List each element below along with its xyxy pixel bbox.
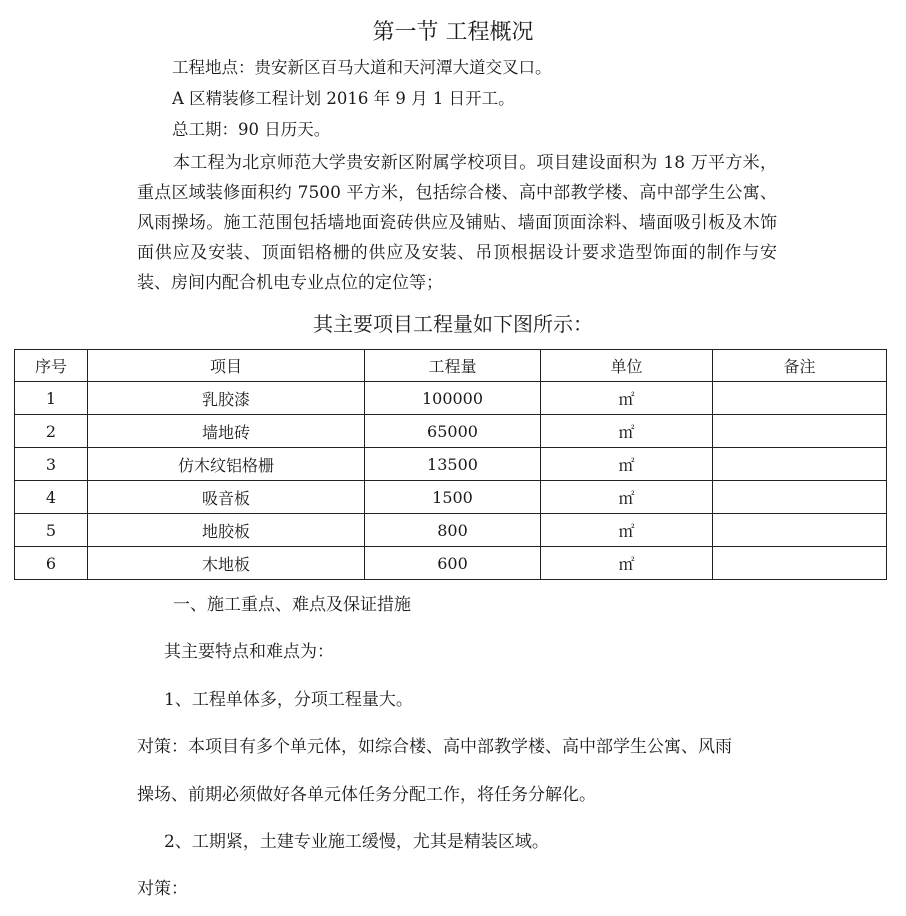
table-row xyxy=(15,514,887,547)
table-row xyxy=(15,448,887,481)
difficulty-point-1: 1、工程单体多，分项工程量大。 xyxy=(164,690,413,710)
cell-remark xyxy=(713,382,887,415)
measure-2: 对策： xyxy=(137,879,188,899)
header-unit: 单位 xyxy=(541,350,713,382)
cell-item: 乳胶漆 xyxy=(88,382,365,415)
header-item: 项目 xyxy=(88,350,365,382)
cell-quantity: 100000 xyxy=(365,382,541,415)
cell-quantity: 65000 xyxy=(365,415,541,448)
section-title: 第一节 工程概况 xyxy=(372,20,534,45)
cell-unit: ㎡ xyxy=(541,514,713,547)
header-remark: 备注 xyxy=(713,350,887,382)
cell-unit: ㎡ xyxy=(541,448,713,481)
difficulty-point-2: 2、工期紧，土建专业施工缓慢，尤其是精装区域。 xyxy=(164,832,549,852)
table-row xyxy=(15,481,887,514)
cell-remark xyxy=(713,448,887,481)
cell-index: 6 xyxy=(15,547,88,580)
cell-quantity: 600 xyxy=(365,547,541,580)
table-row xyxy=(15,415,887,448)
cell-item: 仿木纹铝格栅 xyxy=(88,448,365,481)
project-schedule: A 区精装修工程计划 2016 年 9 月 1 日开工。 xyxy=(172,89,515,108)
project-description: 本工程为北京师范大学贵安新区附属学校项目。项目建设面积为 18 万平方米，重点区域装修面积约 7500 平方米，包括综合楼、高中部教学楼、高中部学生公寓、风雨操场。施工范围包括墙地面瓷砖供应及铺贴、墙面顶面涂料、墙面吸引板及木饰面供应及安装、顶面铝格栅的供应及安装、吊顶根据设计要求造型饰面的制作与安装、房间内配合机电专业点位的定位等； xyxy=(137,153,777,293)
cell-item: 地胶板 xyxy=(88,514,365,547)
cell-unit: ㎡ xyxy=(541,415,713,448)
cell-unit: ㎡ xyxy=(541,547,713,580)
cell-remark xyxy=(713,514,887,547)
table-row xyxy=(15,382,887,415)
cell-item: 木地板 xyxy=(88,547,365,580)
cell-remark xyxy=(713,481,887,514)
section-heading: 一、施工重点、难点及保证措施 xyxy=(173,595,411,615)
table-header-row xyxy=(15,350,887,382)
header-quantity: 工程量 xyxy=(365,350,541,382)
cell-quantity: 1500 xyxy=(365,481,541,514)
cell-index: 4 xyxy=(15,481,88,514)
measure-1-line-1: 对策：本项目有多个单元体，如综合楼、高中部教学楼、高中部学生公寓、风雨 xyxy=(137,737,732,757)
cell-item: 吸音板 xyxy=(88,481,365,514)
cell-index: 2 xyxy=(15,415,88,448)
cell-remark xyxy=(713,547,887,580)
measure-1-line-2: 操场、前期必须做好各单元体任务分配工作，将任务分解化。 xyxy=(137,785,596,805)
difficulties-intro: 其主要特点和难点为： xyxy=(164,642,334,662)
project-duration: 总工期：90 日历天。 xyxy=(172,120,331,139)
cell-index: 5 xyxy=(15,514,88,547)
cell-quantity: 13500 xyxy=(365,448,541,481)
project-location: 工程地点：贵安新区百马大道和天河潭大道交叉口。 xyxy=(172,58,552,77)
cell-index: 3 xyxy=(15,448,88,481)
quantity-table xyxy=(14,349,887,580)
cell-quantity: 800 xyxy=(365,514,541,547)
header-index: 序号 xyxy=(15,350,88,382)
cell-remark xyxy=(713,415,887,448)
table-row xyxy=(15,547,887,580)
cell-item: 墙地砖 xyxy=(88,415,365,448)
cell-unit: ㎡ xyxy=(541,481,713,514)
cell-index: 1 xyxy=(15,382,88,415)
cell-unit: ㎡ xyxy=(541,382,713,415)
table-title: 其主要项目工程量如下图所示： xyxy=(313,312,593,336)
